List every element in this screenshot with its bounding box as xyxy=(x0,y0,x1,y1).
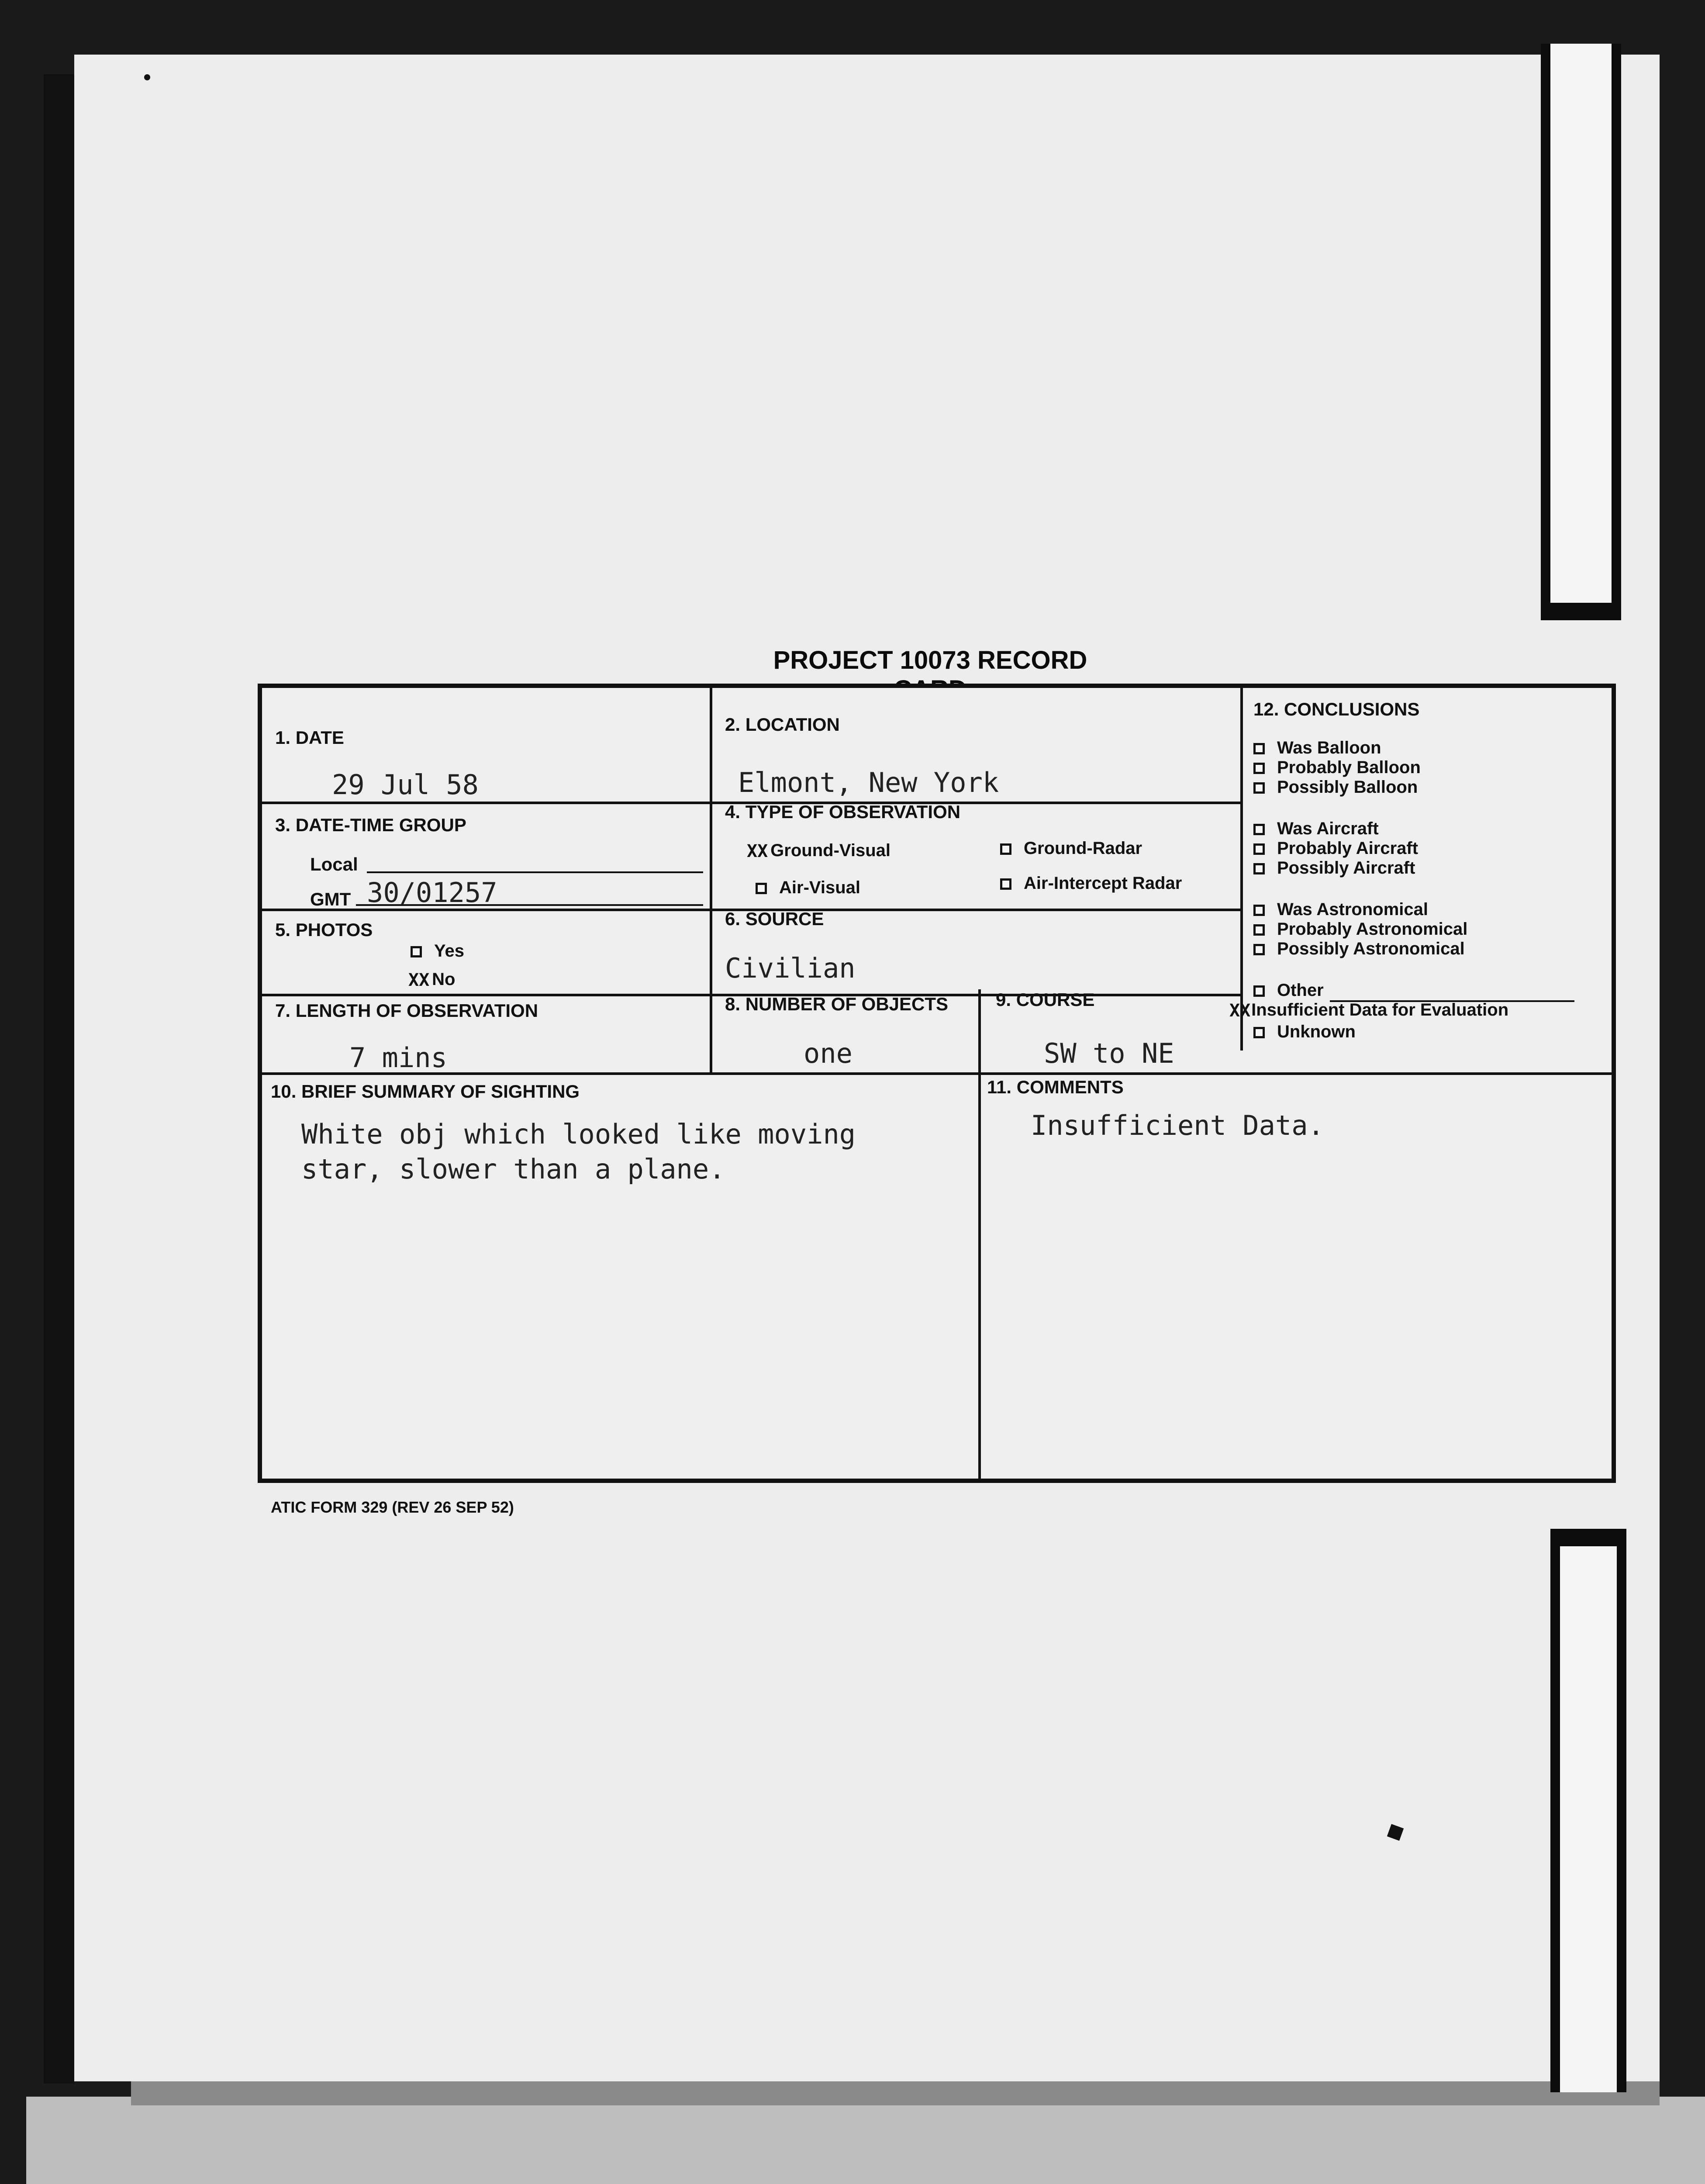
number-of-objects-label: 8. NUMBER OF OBJECTS xyxy=(725,994,949,1014)
record-card xyxy=(258,684,1616,1483)
conclusion-unknown[interactable] xyxy=(1253,1022,1356,1042)
option-air-intercept-radar[interactable] xyxy=(1000,874,1182,893)
divider xyxy=(710,688,712,1072)
local-underline xyxy=(367,871,703,873)
option-label: Was Astronomical xyxy=(1277,900,1428,919)
conclusion-probably-balloon[interactable] xyxy=(1253,758,1421,778)
conclusions-label: 12. CONCLUSIONS xyxy=(1253,699,1420,719)
option-no[interactable] xyxy=(408,970,456,990)
option-label: Other xyxy=(1277,981,1324,1000)
course-value: SW to NE xyxy=(1044,1037,1174,1069)
photos-label: 5. PHOTOS xyxy=(275,919,373,940)
check-mark: XX xyxy=(408,970,430,991)
option-label: Probably Aircraft xyxy=(1277,839,1419,858)
divider xyxy=(978,989,981,1483)
binder-tab-bottom xyxy=(1550,1529,1626,2092)
background-strip xyxy=(26,2097,1705,2184)
conclusion-other[interactable] xyxy=(1253,981,1324,1000)
conclusion-insufficient-data[interactable] xyxy=(1229,1000,1508,1021)
option-yes[interactable] xyxy=(411,941,464,961)
date-value: 29 Jul 58 xyxy=(332,769,479,801)
checkbox[interactable] xyxy=(1000,878,1011,890)
source-value: Civilian xyxy=(725,952,856,984)
divider xyxy=(262,1072,1616,1075)
binder-tab-top xyxy=(1541,44,1621,620)
comments-value: Insufficient Data. xyxy=(1031,1109,1324,1141)
option-label: Possibly Astronomical xyxy=(1277,939,1465,958)
local-label: Local xyxy=(310,854,358,874)
option-label: Probably Astronomical xyxy=(1277,919,1468,939)
option-label: Air-Visual xyxy=(779,878,860,897)
option-label: Was Aircraft xyxy=(1277,819,1379,838)
check-mark: XX xyxy=(1229,1001,1251,1021)
gmt-label: GMT xyxy=(310,889,351,909)
option-label: Unknown xyxy=(1277,1022,1356,1041)
location-value: Elmont, New York xyxy=(738,767,999,798)
option-label: Yes xyxy=(434,941,464,961)
checkbox[interactable] xyxy=(1253,944,1265,955)
number-of-objects-value: one xyxy=(804,1037,852,1069)
conclusion-possibly-aircraft[interactable] xyxy=(1253,858,1415,878)
background-band xyxy=(131,2079,1660,2105)
checkbox[interactable] xyxy=(1253,1027,1265,1038)
option-ground-visual[interactable] xyxy=(747,841,890,861)
checkbox[interactable] xyxy=(1253,924,1265,936)
option-label: No xyxy=(432,970,456,989)
conclusion-possibly-balloon[interactable] xyxy=(1253,778,1418,797)
checkbox[interactable] xyxy=(1253,743,1265,754)
summary-line-2: star, slower than a plane. xyxy=(301,1153,725,1185)
checkbox[interactable] xyxy=(756,883,767,894)
option-label: Probably Balloon xyxy=(1277,758,1421,777)
divider xyxy=(1240,688,1243,1051)
conclusion-possibly-astronomical[interactable] xyxy=(1253,939,1465,959)
gmt-value: 30/01257 xyxy=(367,877,497,909)
checkbox[interactable] xyxy=(1253,843,1265,855)
conclusion-was-aircraft[interactable] xyxy=(1253,819,1379,839)
checkbox[interactable] xyxy=(1253,782,1265,794)
comments-label: 11. COMMENTS xyxy=(987,1077,1124,1097)
option-ground-radar[interactable] xyxy=(1000,839,1142,858)
card-title: PROJECT 10073 RECORD xyxy=(773,646,1087,674)
conclusion-was-astronomical[interactable] xyxy=(1253,900,1428,919)
course-label: 9. COURSE xyxy=(996,989,1095,1010)
date-label: 1. DATE xyxy=(275,727,344,748)
option-air-visual[interactable] xyxy=(756,878,860,898)
checkbox[interactable] xyxy=(1253,985,1265,997)
checkbox[interactable] xyxy=(1000,843,1011,855)
form-number: ATIC FORM 329 (REV 26 SEP 52) xyxy=(271,1498,514,1516)
option-label: Possibly Aircraft xyxy=(1277,858,1415,878)
checkbox[interactable] xyxy=(1253,863,1265,874)
conclusion-was-balloon[interactable] xyxy=(1253,738,1381,758)
date-time-group-label: 3. DATE-TIME GROUP xyxy=(275,815,466,835)
length-of-observation-value: 7 mins xyxy=(349,1042,447,1074)
source-label: 6. SOURCE xyxy=(725,909,824,929)
option-label: Was Balloon xyxy=(1277,738,1381,757)
checkbox[interactable] xyxy=(1253,824,1265,835)
check-mark: XX xyxy=(747,841,768,862)
option-label: Insufficient Data for Evaluation xyxy=(1251,1000,1509,1019)
option-label: Air-Intercept Radar xyxy=(1024,874,1182,893)
checkbox[interactable] xyxy=(1253,905,1265,916)
option-label: Ground-Radar xyxy=(1024,839,1142,858)
checkbox[interactable] xyxy=(1253,763,1265,774)
type-of-observation-label: 4. TYPE OF OBSERVATION xyxy=(725,802,961,822)
conclusion-probably-aircraft[interactable] xyxy=(1253,839,1418,858)
location-label: 2. LOCATION xyxy=(725,714,840,735)
option-label: Possibly Balloon xyxy=(1277,778,1418,797)
conclusion-probably-astronomical[interactable] xyxy=(1253,919,1467,939)
paper-edge-shadow xyxy=(44,74,74,2084)
checkbox[interactable] xyxy=(411,946,422,957)
speck xyxy=(144,74,150,80)
length-of-observation-label: 7. LENGTH OF OBSERVATION xyxy=(275,1000,538,1021)
summary-line-1: White obj which looked like moving xyxy=(301,1118,856,1150)
option-label: Ground-Visual xyxy=(770,841,891,860)
summary-label: 10. BRIEF SUMMARY OF SIGHTING xyxy=(271,1081,580,1102)
